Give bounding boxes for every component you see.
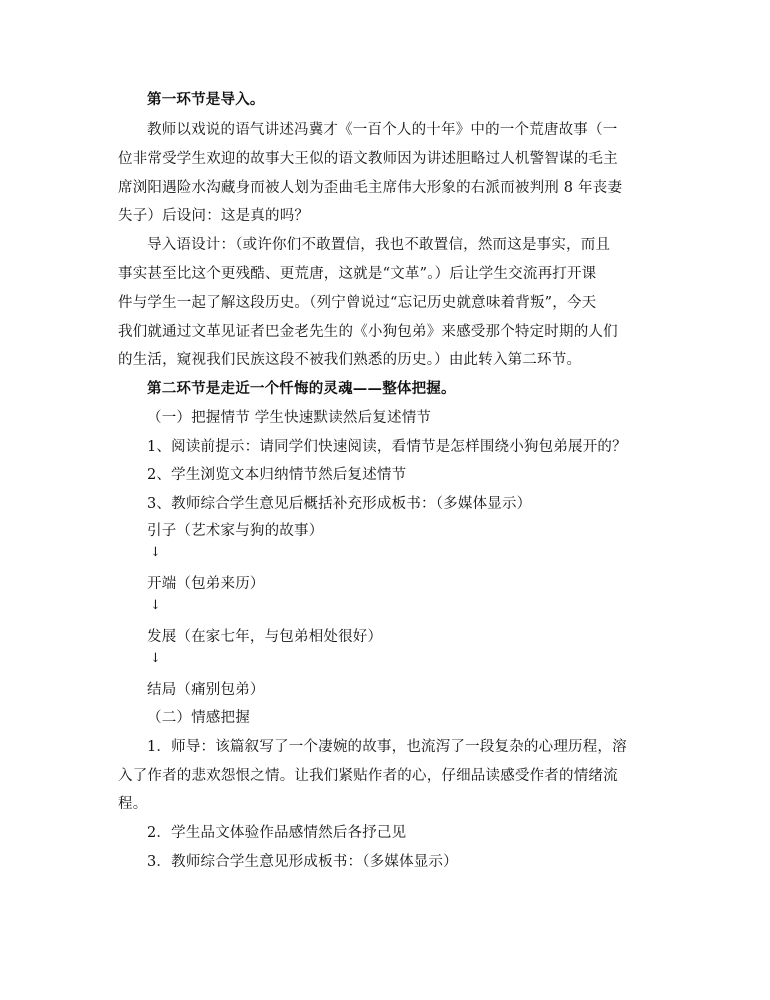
paragraph-1-line-1: 教师以戏说的语气讲述冯冀才《一百个人的十年》中的一个荒唐故事（一 [147, 122, 618, 138]
flow-step-2: 开端（包弟来历） [147, 576, 265, 592]
subsection-2-title: （二）情感把握 [147, 710, 250, 726]
flow-step-3: 发展（在家七年，与包弟相处很好） [147, 629, 383, 645]
paragraph-2-line-3: 件与学生一起了解这段历史。（列宁曾说过“忘记历史就意味着背叛”，今天 [118, 295, 597, 311]
paragraph-2-line-2: 事实甚至比这个更残酷、更荒唐，这就是“文革”。）后让学生交流再打开课 [118, 266, 597, 282]
emotion-item-2: 2．学生品文体验作品感情然后各抒己见 [147, 825, 407, 841]
subsection-1-title: （一）把握情节 学生快速默读然后复述情节 [147, 410, 432, 426]
list-item-2: 2、学生浏览文本归纳情节然后复述情节 [147, 467, 407, 483]
flow-arrow-icon-2: ↓ [150, 598, 161, 613]
flow-step-4: 结局（痛别包弟） [147, 682, 265, 698]
emotion-item-1-line-2: 入了作者的悲欢怨恨之情。让我们紧贴作者的心，仔细品读感受作者的情绪流 [118, 768, 618, 784]
emotion-item-1-line-1: 1．师导：该篇叙写了一个凄婉的故事，也流泻了一段复杂的心理历程，溶 [147, 739, 627, 755]
emotion-item-3: 3．教师综合学生意见形成板书：（多媒体显示） [147, 854, 458, 870]
flow-arrow-icon-3: ↓ [150, 651, 161, 666]
emotion-item-1-line-3: 程。 [118, 796, 148, 812]
paragraph-2-line-1: 导入语设计：（或许你们不敢置信，我也不敢置信，然而这是事实，而且 [147, 237, 611, 253]
paragraph-2-line-4: 我们就通过文革见证者巴金老先生的《小狗包弟》来感受那个特定时期的人们 [118, 324, 618, 340]
section-1-title: 第一环节是导入。 [147, 91, 265, 108]
section-2-title: 第二环节是走近一个忏悔的灵魂——整体把握。 [147, 380, 456, 397]
paragraph-1-line-4: 失子）后设问：这是真的吗？ [118, 208, 310, 224]
flow-arrow-icon-1: ↓ [150, 545, 161, 560]
paragraph-2-line-5: 的生活，窥视我们民族这段不被我们熟悉的历史。）由此转入第二环节。 [118, 352, 582, 368]
paragraph-1-line-2: 位非常受学生欢迎的故事大王似的语文教师因为讲述胆略过人机警智谋的毛主 [118, 151, 618, 167]
list-item-3: 3、教师综合学生意见后概括补充形成板书：（多媒体显示） [147, 496, 532, 512]
flow-step-1: 引子（艺术家与狗的故事） [147, 523, 324, 539]
list-item-1: 1、阅读前提示：请同学们快速阅读，看情节是怎样围绕小狗包弟展开的？ [147, 439, 627, 455]
paragraph-1-line-3: 席浏阳遇险水沟藏身而被人划为歪曲毛主席伟大形象的右派而被判刑 8 年丧妻 [118, 180, 623, 196]
